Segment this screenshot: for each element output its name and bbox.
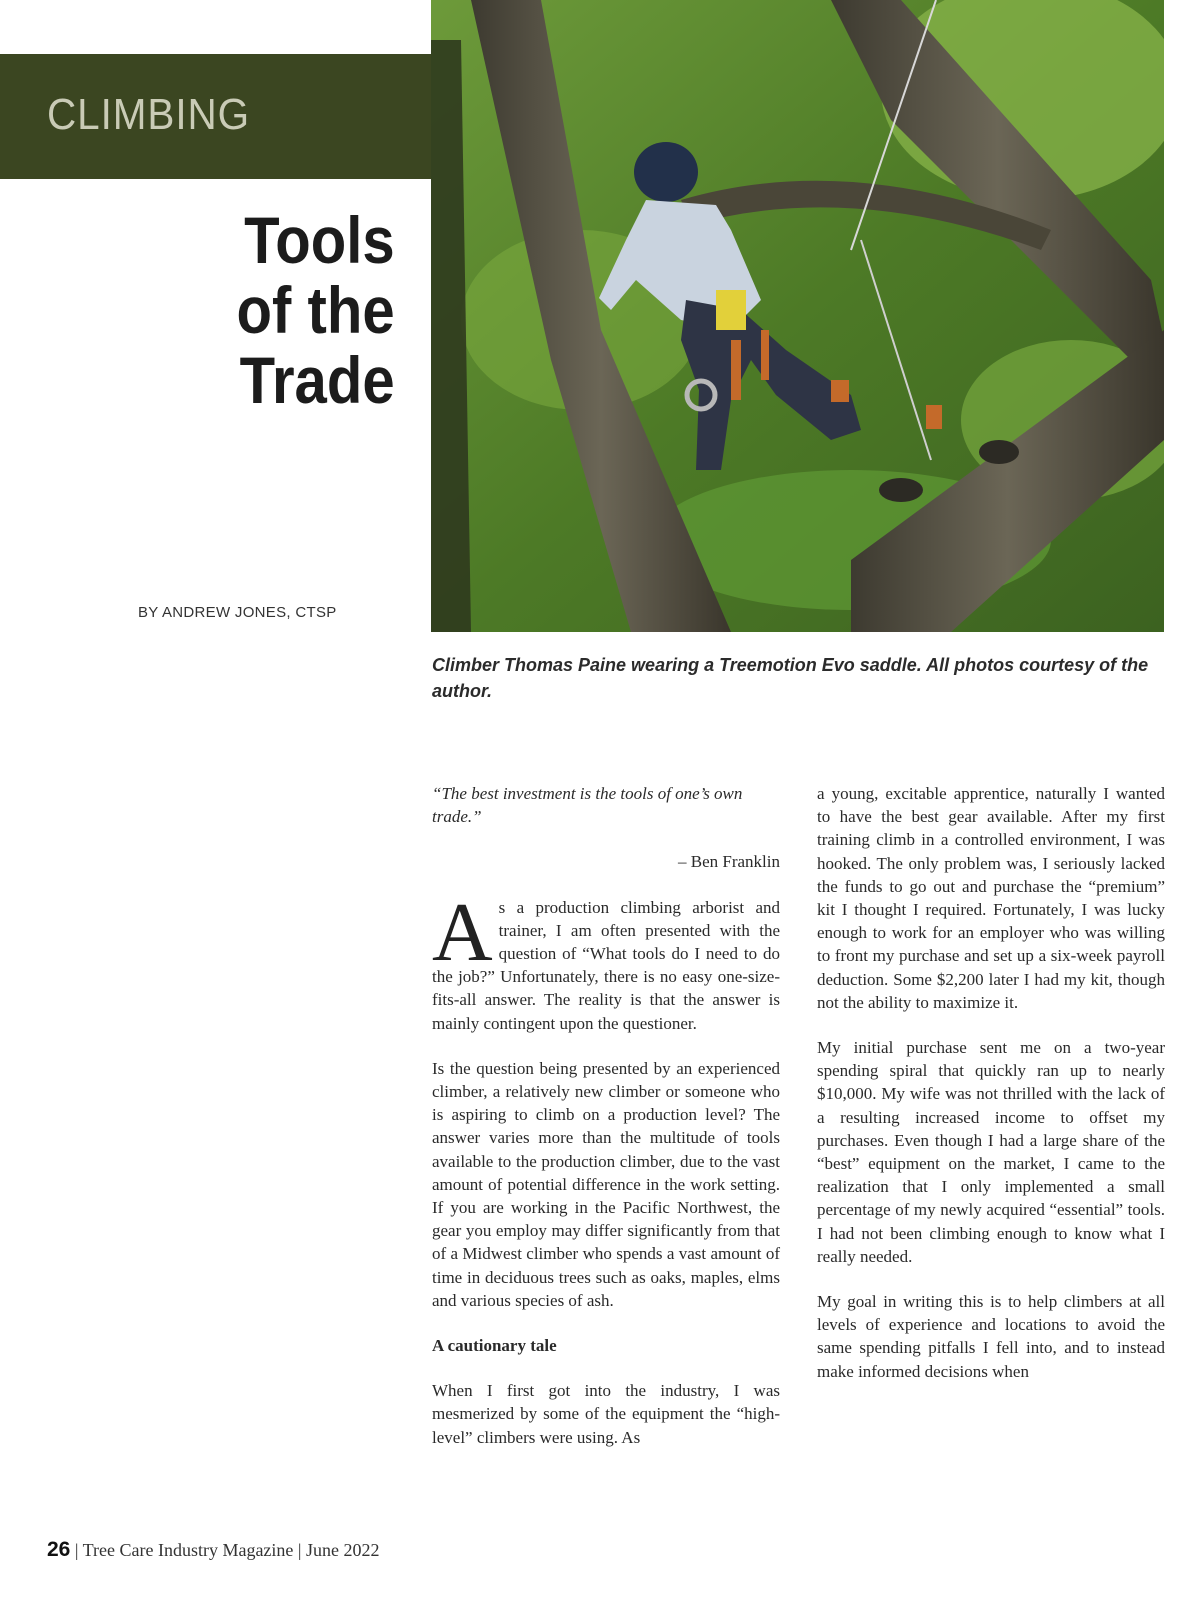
paragraph: My goal in writing this is to help climbers at all levels of experience and locations to avoid the same spending pitfalls I fell into, and to instead make informed decisions when bbox=[817, 1292, 1165, 1381]
epigraph-quote: “The best investment is the tools of one’s own trade.” bbox=[432, 784, 743, 827]
paragraph bbox=[432, 885, 780, 1035]
article-title bbox=[237, 205, 395, 415]
article-column-right bbox=[817, 782, 1165, 1405]
paragraph: a young, excitable apprentice, naturally I wanted to have the best gear available. After my first training climb in a controlled environment, I was hooked. The only problem was, I seriously lacked the funds to go out and purchase the “premium” kit I thought I required. Fortunately, I was lucky enough to work for an employer who was willing to front my purchase and set up a six-week payroll deduction. Some $2,200 later I had my kit, though not the ability to maximize it. bbox=[817, 784, 1165, 1012]
paragraph: My initial purchase sent me on a two-year spending spiral that quickly ran up to nearly $10,000. My wife was not thrilled with the lack of a resulting increased income to offset my purchases. Even though I had a large share of the “best” equipment on the market, I came to the realization that I only implemented a small percentage of my newly acquired “essential” tools. I had not been climbing enough to know what I really needed. bbox=[817, 1038, 1165, 1266]
page-footer bbox=[47, 1538, 380, 1562]
subheading: A cautionary tale bbox=[432, 1336, 557, 1356]
page-number: 26 bbox=[47, 1538, 71, 1561]
photo-caption: Climber Thomas Paine wearing a Treemotion Evo saddle. All photos courtesy of the author. bbox=[432, 655, 1149, 701]
climber-photo-illustration bbox=[431, 0, 1164, 632]
epigraph-attribution: – Ben Franklin bbox=[678, 852, 780, 872]
paragraph-text: s a production climbing arborist and trainer, I am often presented with the question of “What tools do I need to do the job?” Unfortunately, there is no easy one-size-fits-all answer. The reality is that the answer is mainly contingent upon the questioner. bbox=[432, 897, 780, 1033]
section-label: CLIMBING bbox=[47, 90, 251, 139]
title-line: Trade bbox=[240, 343, 395, 417]
title-line: Tools bbox=[244, 203, 395, 277]
paragraph: Is the question being presented by an experienced climber, a relatively new climber or someone who is aspiring to climb on a production level? The answer varies more than the multitude of tools available to the production climber, due to the vast amount of potential difference in the work setting. If you are working in the Pacific Northwest, the gear you employ may differ significantly from that of a Midwest climber who spends a vast amount of time in deciduous trees such as oaks, maples, elms and various species of ash. bbox=[432, 1058, 780, 1310]
paragraph: When I first got into the industry, I was mesmerized by some of the equipment the “high-level” climbers were using. As bbox=[432, 1381, 780, 1447]
publication-info: | Tree Care Industry Magazine | June 2022 bbox=[70, 1540, 380, 1560]
climber-photo bbox=[431, 0, 1164, 632]
byline: BY ANDREW JONES, CTSP bbox=[138, 604, 337, 621]
article-column-left bbox=[432, 782, 780, 1471]
drop-cap: A bbox=[432, 885, 493, 979]
title-line: of the bbox=[236, 273, 395, 347]
